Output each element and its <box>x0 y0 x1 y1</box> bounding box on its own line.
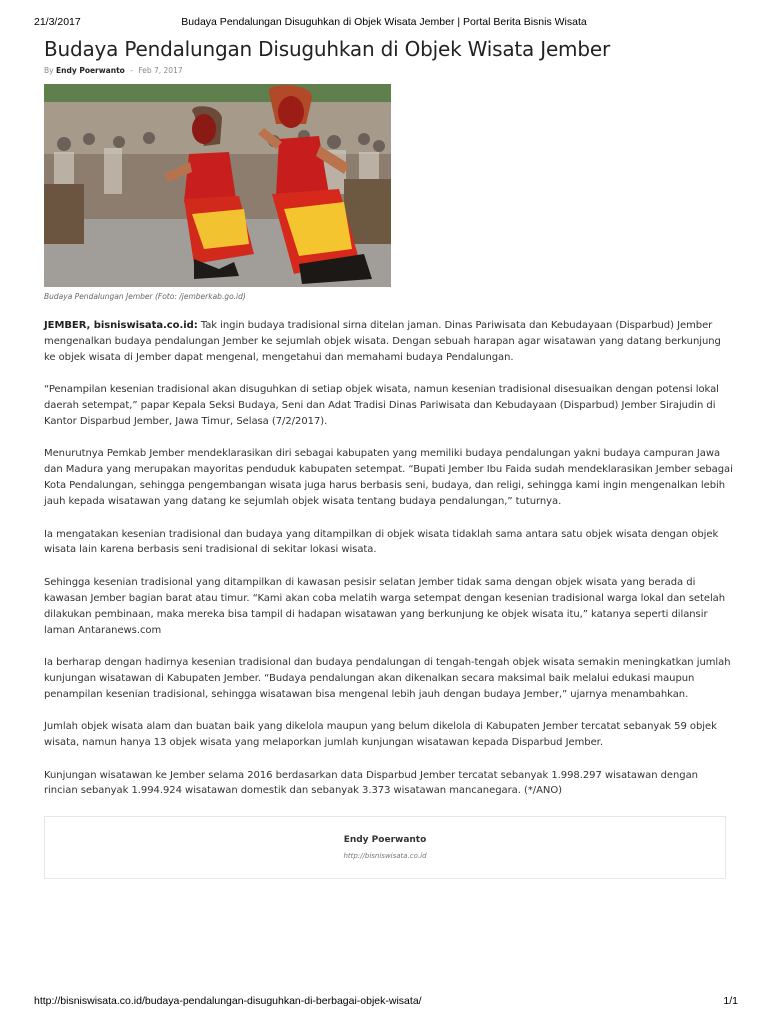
article-paragraph: Kunjungan wisatawan ke Jember selama 2016 berdasarkan data Disparbud Jember tercatat sebanyak 1.998.297 wisatawan dengan rincian sebanyak 1.994.924 wisatawan domestik dan sebanyak 3.373 wisatawan mancanegara. (*/ANO) <box>44 769 698 797</box>
print-header <box>34 16 734 30</box>
article-paragraph: “Penampilan kesenian tradisional akan disuguhkan di setiap objek wisata, namun kesenian tradisional disesuaikan dengan potensi lokal daerah setempat,” papar Kepala Seksi Budaya, Seni dan Adat Tradisi Dinas Pariwisata dan Kebudayaan (Disparbud) Jember Sirajudin di Kantor Disparbud Jember, Jawa Timur, Selasa (7/2/2017). <box>44 384 719 428</box>
byline-by: By <box>44 66 54 75</box>
hero-photo <box>44 84 391 287</box>
byline <box>44 66 183 75</box>
article-paragraph: Menurutnya Pemkab Jember mendeklarasikan diri sebagai kabupaten yang memiliki budaya pendalungan yakni budaya campuran Jawa dan Madura yang merupakan mayoritas penduduk kabupaten setempat. “Bupati Jember Ibu Faida sudah mendeklarasikan Jember sebagai Kota Pendalungan, sehingga pengembangan wisata juga harus berbasis seni, budaya, dan religi, sehingga kami ingin mengenalkan lebih jauh kepada wisatawan yang datang ke sejumlah objek wisata tentang budaya pendalungan,” tuturnya. <box>44 448 733 508</box>
dancers-photo-illustration <box>44 84 391 287</box>
author-box-website-link[interactable]: http://bisniswisata.co.id <box>343 852 427 860</box>
byline-separator: - <box>130 66 133 75</box>
byline-date: Feb 7, 2017 <box>138 66 183 75</box>
print-footer <box>34 995 738 1009</box>
article-paragraph: Ia berharap dengan hadirnya kesenian tradisional dan budaya pendalungan di tengah-tengah objek wisata semakin meningkatkan jumlah kunjungan wisatawan di Kabupaten Jember. “Budaya pendalungan akan dikenalkan secara maksimal baik melalui edukasi maupun penampilan kesenian tradisional, sehingga wisatawan bisa mengenal lebih jauh dengan budaya Jember,” ujarnya menambahkan. <box>44 657 731 700</box>
article-paragraph: Sehingga kesenian tradisional yang ditampilkan di kawasan pesisir selatan Jember tidak sama dengan objek wisata yang berada di kawasan Jember bagian barat atau timur. “Kami akan coba melatih warga setempat dengan kesenian tradisional warga lokal dan setelah dilakukan pembinaan, maka mereka bisa tampil di hadapan wisatawan yang berkunjung ke objek wisata itu,” katanya seperti dilansir laman Antaranews.com <box>44 576 726 636</box>
byline-author-link[interactable]: Endy Poerwanto <box>55 66 125 75</box>
print-page-title: Budaya Pendalungan Disuguhkan di Objek Wisata Jember | Portal Berita Bisnis Wisata <box>181 16 587 28</box>
article-title: Budaya Pendalungan Disuguhkan di Objek Wisata Jember <box>44 37 610 61</box>
author-box-name[interactable]: Endy Poerwanto <box>343 835 427 845</box>
print-footer-url: http://bisniswisata.co.id/budaya-pendalungan-disuguhkan-di-berbagai-objek-wisata/ <box>34 995 422 1007</box>
image-caption: Budaya Pendalungan Jember (Foto: /jemberkab.go.id) <box>44 292 246 301</box>
article-body <box>44 318 734 816</box>
print-page-number: 1/1 <box>723 995 738 1007</box>
article-paragraph: Ia mengatakan kesenian tradisional dan budaya yang ditampilkan di objek wisata tidaklah sama antara satu objek wisata dengan objek wisata lain karena berbasis seni tradisional di sekitar lokasi wisata. <box>44 528 719 556</box>
article-lead: JEMBER, bisniswisata.co.id: <box>44 320 198 331</box>
article-paragraph: JEMBER, bisniswisata.co.id: Tak ingin budaya tradisional sirna ditelan jaman. Dinas Pariwisata dan Kebudayaan (Disparbud) Jember mengenalkan budaya pendalungan Jember ke sejumlah objek wisata. Dengan sebuah harapan agar wisatawan yang datang berkunjung ke objek wisata di Jember dapat mengenal, mengetahui dan memahami budaya Pendalungan. <box>44 320 721 363</box>
print-date: 21/3/2017 <box>34 16 81 28</box>
article-paragraph: Jumlah objek wisata alam dan buatan baik yang dikelola maupun yang belum dikelola di Kabupaten Jember tercatat sebanyak 59 objek wisata, namun hanya 13 objek wisata yang melaporkan jumlah kunjungan wisatawan kepada Disparbud Jember. <box>44 721 717 749</box>
author-box <box>44 816 726 879</box>
